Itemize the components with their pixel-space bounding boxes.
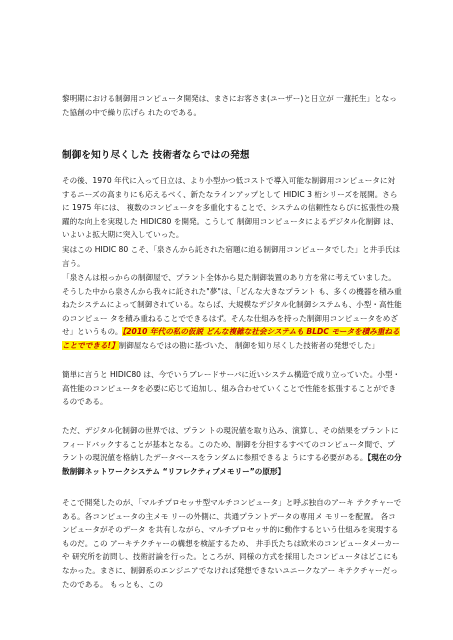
paragraph-2-text: その後、1970 年代に入って日立は、より小型かつ低コストで導入可能な制御用コンピュータに対するニーズの高まりにも応えるべく、新たなラインアップとして HIDIC 3 桁シリーズを展開。さらに 1975 年には、 複数のコンピュータを多重化することで、システムの信頼性ならびに拡張性の飛躍的な向上を実現した HIDIC80 を開発。こうして 制御用コンピュータによるデジタル化制御 は、いよいよ拡大期に突入していった。: [62, 176, 399, 240]
paragraph-3-text: 実はこの HIDIC 80 こそ、「泉さんから託された宿題に迫る制御用コンピュータでした」と井手氏は言う。: [62, 245, 401, 268]
paragraph-1: [62, 92, 402, 119]
paragraph-5-text: 簡単に言うと HIDIC80 は、今でいうブレードサーバに近いシステム構造で成り立っていた。小型・高性能のコンピュータを必要に応じて追加し、組み合わせていくことで性能を拡張することができるのである。: [62, 370, 401, 407]
section-heading: 制御を知り尽くした 技術者ならではの発想: [62, 150, 250, 161]
paragraph-7: [62, 496, 402, 591]
paragraph-1-text: 黎明期における制御用コンピュータ開発は、まさにお客さま(ユーザー)と日立が 一蓮托生」となった協創の中で繰り広げら れたのである。: [62, 94, 397, 117]
paragraph-5: [62, 368, 402, 409]
paragraph-7-text: そこで開発したのが、「マルチプロセッサ型マルチコンピュータ」と呼ぶ独自のアーキ テクチャーである。各コンピュータの主メモ リーの外側に、共通プラントデータの専用メ モリーを配置。 各コンピュータがそのデータ を共有しながら、マルチプロセッサ的に動作するという仕組みを実現するものだ。この アーキテクチャーの構想を検証するため、 井手氏たちは欧米のコンピュータメーカーや 研究所を訪問し、技術討論を行った。ところが、同様の方式を採用したコンピュータはどこにもなかった。まさに、制御系のエンジニアでなければ発想できないユニークなアー キテクチャーだったのである。 もっとも、この: [62, 498, 402, 589]
paragraph-2: [62, 174, 402, 242]
paragraph-6-text: ただ、デジタル化制御の世界では、プラン トの現況値を取り込み、演算し、その結果をプラントにフィードバックすることが基本となる。このため、制御を分担するすべてのコンピュータ間で、プラントの現況値を格納したデータベースをランダムに参照できるよ うにする必要がある。: [62, 426, 399, 463]
highlighted-hypothesis: 【2010 年代の私の仮説 どんな複雑な社会システムも BLDC モータを積み重ねることでできる!】: [62, 327, 400, 350]
paragraph-6: [62, 424, 402, 478]
paragraph-3: [62, 243, 402, 270]
paragraph-4-text: 「泉さんは根っからの制御屋で、プラント全体から見た制御装置のあり方を常に考えていました。そうした中から泉さんから我々に託された"夢"は、「どんな大きなプラント も、多くの機器を積み重ねたシステムによって制御されている。ならば、大規模なデジタル化制御システムも、小型・高性能のコンピュー タを積み重ねることでできるはず。そんな仕組みを持った制御用コンピュータをめざせ」というもの。: [62, 273, 402, 337]
reflective-memory-note: 【現在の分散制御ネットワークシステム “リフレクティブメモリー”の原形】: [62, 453, 402, 476]
paragraph-4: [62, 271, 402, 353]
paragraph-4-text-end: 制御屋ならではの勘に基づいた、 制御を知り尽くした技術者の発想でした」: [118, 340, 380, 350]
